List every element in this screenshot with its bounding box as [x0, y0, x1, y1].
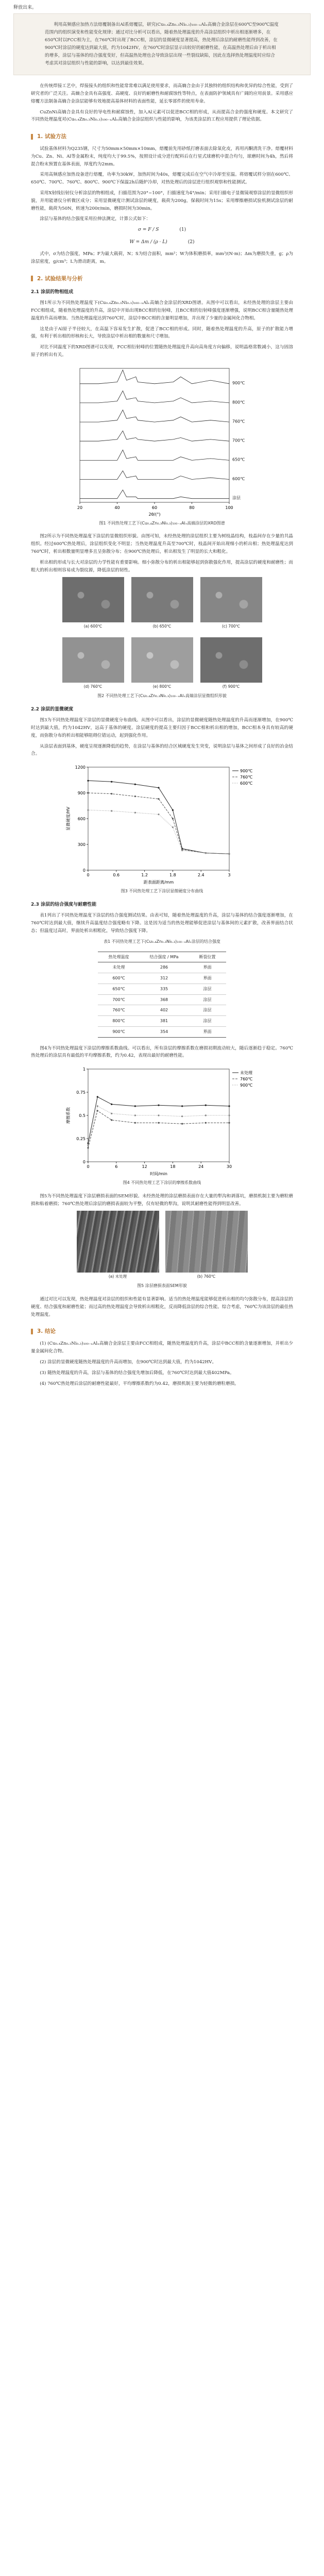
x-tick-label: 100	[225, 505, 233, 510]
plot-frame	[80, 368, 229, 502]
series-point	[158, 798, 159, 800]
methods-paragraph-1: 试验基体材料为Q235钢，尺寸为50mm×50mm×10mm，熔覆前先用砂纸打磨表面去除氧化皮，再用丙酮清洗干净。熔覆材料为Cu、Zn、Ni、Al等金属粉末，纯度均大于99.5%，按照设计成分进行配料后在行星式球磨机中混合均匀，球磨时间为4h，然后将混合粉末预置在基体表面，厚度约为2mm。	[31, 146, 293, 167]
y-tick-label: 0	[82, 868, 86, 873]
series-point	[87, 780, 89, 782]
series-point	[181, 1123, 183, 1125]
subsection-heading-hardness: 2.2 涂层的显微硬度	[31, 706, 74, 712]
xrd-series-line	[80, 370, 229, 384]
microstructure-image	[62, 577, 124, 622]
hardness-paragraph-2: 从涂层表面到基体，硬度呈现逐渐降低的趋势，在涂层与基体的结合区域硬度发生突变，说明涂层与基体之间形成了良好的冶金结合。	[31, 743, 293, 757]
discussion-section	[13, 1296, 311, 1318]
xrd-series-label: 涂层	[232, 495, 241, 500]
table-cell: 650℃	[98, 984, 139, 994]
microstructure-grid	[13, 577, 311, 690]
xrd-chart	[59, 363, 265, 518]
sem-cell	[77, 1211, 159, 1280]
series-point	[96, 1110, 98, 1111]
top-label: 释放出来。	[13, 5, 37, 10]
table-cell: 800℃	[98, 1016, 139, 1027]
microstructure-label: (c) 700℃	[221, 624, 241, 629]
series-point	[111, 1104, 112, 1105]
formula-1-expression: σ = F / S	[138, 227, 159, 233]
subsection-heading-bond: 2.3 涂层的结合强度与耐磨性能	[31, 902, 97, 907]
x-tick-label: 0	[86, 1164, 90, 1170]
methods-paragraph-3: 采用X射线衍射仪分析涂层的物相组成，扫描范围为20°~100°，扫描速度为4°/min；采用扫描电子显微镜观察涂层的显微组织形貌，并用能谱仪分析微区成分；采用显微硬度计测试涂层的硬度，载荷为200g，保载时间为15s；采用摩擦磨损试验机测试涂层的耐磨性能，载荷为50N，转速为200r/min，磨损时间为30min。	[31, 191, 293, 211]
series-point	[172, 826, 173, 828]
y-tick-label: 0.75	[76, 1090, 86, 1095]
results-paragraph-1: 图1所示为不同热处理温度下(Cu₀.₄Zn₀.₃Ni₀.₃)₁₀₀₋ₓAlₓ高熵合金涂层的XRD图谱。从图中可以看出，未经热处理的涂层主要由FCC相组成，随着热处理温度的升高，涂层中开始出现BCC相的衍射峰，且BCC相的衍射峰强度逐渐增强，说明BCC相含量随热处理温度的升高而增加。当热处理温度达到760℃时，涂层中BCC相的含量明显增加，并出现了少量的金属间化合物相。	[31, 300, 293, 321]
series-point	[111, 1119, 112, 1121]
series-point	[87, 809, 89, 811]
xrd-series-label: 700℃	[232, 438, 245, 443]
wear-paragraph-1: 图4为不同热处理温度下涂层的摩擦系数曲线。可以看出，所有涂层的摩擦系数在磨损初期波动较大，随后逐渐趋于稳定。760℃热处理后的涂层具有最低的平均摩擦系数，约为0.42，表现出最好的耐磨性能。	[31, 1045, 293, 1059]
series-point	[228, 1105, 230, 1107]
section-heading-methods	[31, 132, 311, 141]
formula-2-number: (2)	[187, 239, 195, 245]
microstructure-cell	[131, 577, 193, 630]
methods-section	[13, 145, 311, 266]
table-row	[98, 962, 226, 973]
formula-note: 式中，σ为结合强度，MPa；F为最大载荷，N；S为结合面积，mm²；W为体积磨损率，mm³/(N·m)；Δm为磨损失重，g；ρ为涂层密度，g/cm³；L为滑动距离，m。	[31, 251, 293, 264]
table-row	[98, 984, 226, 994]
x-tick-label: 1.8	[169, 873, 176, 878]
microstructure-cell	[131, 637, 193, 690]
xrd-series-label: 760℃	[232, 419, 245, 424]
x-tick-label: 0.6	[112, 873, 120, 878]
subsection-heading-phase: 2.1 涂层的物相组成	[31, 289, 74, 295]
y-tick-label: 1	[82, 1067, 86, 1072]
microstructure-image	[131, 577, 193, 622]
section-heading-conclusion	[31, 1327, 311, 1336]
microstructure-label: (f) 900℃	[222, 684, 240, 689]
sem-image	[77, 1211, 159, 1273]
methods-paragraph-2: 采用高频感应加热设备进行熔覆，功率为30kW，加热时间为40s，熔覆完成后在空气中冷却至室温。将熔覆试样分别在600℃、650℃、700℃、760℃、800℃、900℃下保温2h后随炉冷却，对热处理后的涂层进行组织观察和性能测试。	[31, 172, 293, 185]
results-paragraph-3: 对比不同温度下的XRD图谱可以发现，FCC相衍射峰的位置随热处理温度升高向高角度方向偏移，说明晶格常数减小，这与固溶原子的析出有关。	[31, 345, 293, 358]
xrd-series-line	[80, 490, 229, 499]
x-tick-label: 30	[226, 1164, 232, 1170]
xrd-series-line	[80, 470, 229, 479]
y-axis-label: 显微硬度/HV	[65, 807, 71, 831]
abstract-box	[13, 13, 311, 75]
table-row	[98, 973, 226, 984]
series-point	[111, 1113, 112, 1114]
microstructure-cell	[200, 637, 262, 690]
results-section-1	[13, 299, 311, 359]
x-tick-label: 18	[169, 1164, 175, 1170]
y-tick-label: 600	[77, 817, 86, 822]
microstructure-label: (e) 800℃	[152, 684, 172, 689]
series-point	[204, 1105, 206, 1106]
hardness-chart	[64, 762, 260, 886]
intro-section	[13, 82, 311, 124]
y-tick-label: 1200	[75, 765, 86, 770]
series-point	[181, 1105, 183, 1107]
series-line	[88, 781, 229, 854]
xrd-series-line	[80, 450, 229, 460]
table-header-cell: 结合强度 / MPa	[139, 952, 189, 962]
formula-2-expression: W = Δm / (ρ · L)	[129, 239, 167, 245]
y-tick-label: 300	[77, 842, 86, 848]
section-bar-icon	[31, 276, 33, 281]
figure-5-caption: 图5 涂层磨损表面SEM形貌	[137, 1283, 187, 1289]
series-point	[172, 809, 173, 811]
section-title: 1. 试验方法	[37, 133, 66, 140]
abstract-text: 利用高频感应加热方法熔覆制备出Al系熔覆层，研究(Cu₀.₄Zn₀.₃Ni₀.₃)₁₀₀₋ₓAlₓ高熵合金涂层在600℃至900℃温度范围内的组织演变和性能变化规律；通过对比分析可以看出，随着热处理温度的升高涂层组织中析出相逐渐增多，在650℃时以FCC相为主，在760℃时出现了BCC相，涂层的显微硬度显著提高，热处理后涂层的耐磨性能得到改善，在900℃时涂层的硬度达到最大值，约为1042HV，在760℃时涂层显示出较好的耐磨性能，在高温热处理后由于析出相的增多，涂层与基体的结合强度变好，但高温热处理也会导致涂层出现一些裂纹缺陷，因此在选择热处理温度时应综合考虑其对涂层组织与性能的影响，以达到最佳效果。	[45, 22, 279, 66]
microstructure-cell	[200, 577, 262, 630]
series-point	[228, 853, 230, 855]
xrd-series-line	[80, 391, 229, 402]
table-header-row	[98, 952, 226, 962]
series-point	[134, 1122, 135, 1124]
xrd-series-label: 600℃	[232, 476, 245, 481]
table-row	[98, 994, 226, 1005]
y-tick-label: 0.25	[76, 1137, 86, 1142]
formula-1	[31, 226, 293, 234]
figure-3-caption: 图3 不同热处理工艺下涂层显微硬度分布曲线	[121, 889, 203, 894]
wear-section	[13, 1045, 311, 1060]
formula-2	[31, 239, 293, 246]
series-line	[88, 1111, 229, 1148]
series-point	[96, 1105, 98, 1107]
microstructure-paragraph-1: 图2所示为不同热处理温度下涂层的显微组织形貌。由图可知，未经热处理的涂层组织主要为树枝晶结构，枝晶间存在少量的共晶组织。经过600℃热处理后，涂层组织变化不明显；当热处理温度升高至700℃时，枝晶间开始出现细小的析出相；热处理温度达到760℃时，析出相数量明显增多且呈弥散分布；在900℃热处理后，析出相发生了明显的长大和粗化。	[31, 534, 293, 554]
intro-paragraph-2: CuZnNi高熵合金具有良好的导电性和耐腐蚀性，加入Al元素可以促进BCC相的形成，从而提高合金的强度和硬度。本文研究了不同热处理温度对(Cu₀.₄Zn₀.₃Ni₀.₃)₁₀₀₋ₓAlₓ高熵合金涂层组织与性能的影响，为该类涂层的工程应用提供了理论依据。	[31, 109, 293, 123]
series-point	[228, 1114, 230, 1116]
formula-1-number: (1)	[179, 227, 186, 233]
series-point	[204, 1122, 206, 1124]
microstructure-image	[200, 577, 262, 622]
series-point	[158, 787, 159, 789]
series-point	[134, 1105, 135, 1107]
series-line	[88, 1097, 229, 1143]
results-paragraph-2: 这是由于Al原子半径较大，在高温下容易发生扩散，促进了BCC相的形成。同时，随着热处理温度的升高，原子的扩散能力增强，有利于析出相的形核和长大，导致涂层中析出相的数量和尺寸增加。	[31, 326, 293, 340]
x-tick-label: 6	[114, 1164, 117, 1170]
table-cell: 涂层	[189, 994, 226, 1005]
x-tick-label: 40	[114, 505, 120, 510]
series-point	[172, 818, 173, 820]
sem-label: (b) 760℃	[197, 1274, 216, 1279]
table-cell: 368	[139, 994, 189, 1005]
section-title: 3. 结论	[37, 1328, 56, 1335]
wear-paragraph-2: 图5为不同热处理温度下涂层磨损表面的SEM形貌。未经热处理的涂层磨损表面存在大量的犁沟和剥落坑，磨损机制主要为磨粒磨损和粘着磨损；760℃热处理后涂层的磨损表面较为平整，仅有轻微的犁沟，说明其耐磨性能得到明显改善。	[31, 1193, 293, 1207]
microstructure-label: (d) 760℃	[83, 684, 103, 689]
y-axis-label: 摩擦系数	[65, 1107, 71, 1124]
table-cell: 335	[139, 984, 189, 994]
x-tick-label: 80	[189, 505, 195, 510]
table-cell: 286	[139, 962, 189, 973]
table-cell: 760℃	[98, 1005, 139, 1016]
microstructure-image	[200, 637, 262, 683]
xrd-series-label: 800℃	[232, 399, 245, 404]
sem-image	[165, 1211, 248, 1273]
friction-chart	[64, 1064, 260, 1177]
table-cell: 界面	[189, 973, 226, 984]
table-header-cell: 热处理温度	[98, 952, 139, 962]
table-row	[98, 1005, 226, 1016]
table-cell: 900℃	[98, 1026, 139, 1037]
bond-paragraph-1: 表1列出了不同热处理温度下涂层的结合强度测试结果。由表可知，随着热处理温度的升高，涂层与基体的结合强度逐渐增加，在760℃时达到最大值，继续升高温度结合强度略有下降。这是因为适当的热处理能够促进涂层与基体间的元素扩散，改善界面结合状态；但温度过高时，界面处析出相粗化，导致结合强度下降。	[31, 913, 293, 934]
xrd-series-line	[80, 410, 229, 421]
series-point	[134, 795, 135, 797]
hardness-section	[13, 717, 311, 758]
table-body	[98, 962, 226, 1037]
series-point	[87, 1147, 89, 1148]
series-point	[134, 812, 135, 814]
figure-2-caption: 图2 不同热处理工艺下(Cu₀.₄Zn₀.₃Ni₀.₃)₁₀₀₋ₓAlₓ高熵涂层显微组织形貌	[97, 693, 227, 699]
sem-grid	[13, 1211, 311, 1280]
x-axis-label: 2θ/(°)	[148, 512, 160, 517]
x-tick-label: 60	[151, 505, 157, 510]
x-tick-label: 20	[77, 505, 82, 510]
y-tick-label: 0	[82, 1160, 86, 1165]
figure-1-caption: 图1 不同热处理工艺下(Cu₀.₄Zn₀.₃Ni₀.₃)₁₀₀₋ₓAlₓ高熵涂层的XRD图谱	[99, 520, 225, 526]
conclusion-item: (2) 涂层的显微硬度随热处理温度的升高而增加，在900℃时达到最大值，约为1042HV。	[40, 1360, 217, 1365]
legend-label: 760℃	[240, 1077, 252, 1082]
series-point	[181, 1115, 183, 1117]
figure-4-caption: 图4 不同热处理工艺下涂层的摩擦系数曲线	[123, 1180, 201, 1185]
table-cell: 界面	[189, 962, 226, 973]
legend-label: 900℃	[240, 769, 252, 774]
results-section-2	[13, 533, 311, 574]
series-point	[181, 850, 183, 851]
conclusion-item: (4) 760℃热处理后涂层的耐磨性能最好，平均摩擦系数约为0.42，磨损机制主要为轻微的磨粒磨损。	[40, 1381, 239, 1386]
x-axis-label: 距表面距离/mm	[143, 880, 174, 885]
series-point	[228, 1122, 230, 1124]
table-cell: 312	[139, 973, 189, 984]
table-header-cell: 断裂位置	[189, 952, 226, 962]
conclusion-item: (3) 随热处理温度的升高，涂层与基体的结合强度先增加后降低，在760℃时达到最大值402MPa。	[40, 1370, 234, 1376]
sem-cell	[165, 1211, 248, 1280]
y-tick-label: 0.5	[78, 1113, 86, 1118]
microstructure-label: (a) 600℃	[83, 624, 103, 629]
table-cell: 涂层	[189, 1016, 226, 1027]
legend-label: 600℃	[240, 781, 252, 786]
legend-label: 未处理	[240, 1071, 252, 1076]
xrd-series-label: 900℃	[232, 380, 245, 385]
methods-paragraph-4: 涂层与基体的结合强度采用拉伸法测定，计算公式如下：	[40, 216, 151, 222]
y-tick-label: 900	[77, 791, 86, 796]
series-line	[88, 793, 229, 854]
xrd-series-label: 650℃	[232, 457, 245, 462]
section-heading-results	[31, 274, 311, 283]
table-row	[98, 1026, 226, 1037]
x-tick-label: 1.2	[141, 873, 148, 878]
xrd-series-line	[80, 431, 229, 441]
table-cell: 402	[139, 1005, 189, 1016]
intro-paragraph-1: 在传统焊接工艺中，焊接接头的组织和性能常常难以满足使用要求，而高熵合金由于其独特的组织结构和优异的综合性能，受到了研究者的广泛关注。高熵合金具有高强度、高硬度、良好的耐磨性和耐腐蚀性等特点，在表面防护领域具有广阔的应用前景。采用感应熔覆方法制备高熵合金涂层能够有效地提高基体材料的表面性能，延长零部件的使用寿命。	[31, 83, 293, 104]
series-point	[111, 781, 112, 783]
series-point	[134, 784, 135, 785]
table-cell: 600℃	[98, 973, 139, 984]
sem-label: (a) 未处理	[108, 1274, 127, 1279]
series-point	[158, 1122, 159, 1124]
plot-frame	[88, 767, 229, 870]
table-cell: 700℃	[98, 994, 139, 1005]
microstructure-cell	[62, 637, 124, 690]
table-cell: 381	[139, 1016, 189, 1027]
table-cell: 涂层	[189, 984, 226, 994]
table-cell: 界面	[189, 1026, 226, 1037]
series-line	[88, 810, 229, 854]
x-tick-label: 0	[86, 873, 90, 878]
hardness-paragraph-1: 图3为不同热处理温度下涂层的显微硬度分布曲线。从图中可以看出，涂层的显微硬度随热处理温度的升高而逐渐增加，在900℃时达到最大值，约为1042HV，远高于基体的硬度。涂层硬度的提高主要归因于BCC相和析出相的增加，BCC相本身具有较高的硬度，而弥散分布的析出相能够阻碍位错运动，起到强化作用。	[31, 718, 293, 738]
x-tick-label: 3	[227, 873, 231, 878]
series-point	[111, 810, 112, 812]
x-tick-label: 2.4	[197, 873, 204, 878]
table-row	[98, 1016, 226, 1027]
x-axis-label: 时间/min	[149, 1172, 167, 1177]
microstructure-paragraph-2: 析出相的形成与长大对涂层的力学性能有重要影响。细小弥散分布的析出相能够起到弥散强化作用，提高涂层的硬度和耐磨性；而粗大的析出相则容易成为裂纹源，降低涂层的韧性。	[31, 560, 293, 573]
conclusion-section	[13, 1340, 311, 1387]
microstructure-cell	[62, 577, 124, 630]
x-tick-label: 12	[142, 1164, 147, 1170]
series-point	[158, 814, 159, 815]
section-bar-icon	[31, 134, 33, 140]
legend-label: 900℃	[240, 1083, 252, 1088]
x-tick-label: 24	[198, 1164, 203, 1170]
table-cell: 未处理	[98, 962, 139, 973]
microstructure-image	[62, 637, 124, 683]
series-line	[88, 1106, 229, 1145]
series-point	[204, 852, 206, 854]
bond-strength-table	[98, 952, 226, 1038]
series-point	[158, 1105, 159, 1106]
conclusion-item: (1) (Cu₀.₄Zn₀.₃Ni₀.₃)₁₀₀₋ₓAlₓ高熵合金涂层主要由FCC相组成，随热处理温度的升高，涂层中BCC相的含量逐渐增加，并析出少量金属间化合物。	[31, 1341, 293, 1354]
series-point	[96, 1096, 98, 1097]
series-point	[87, 1144, 89, 1146]
wear-section-2	[13, 1193, 311, 1208]
section-title: 2. 试验结果与分析	[37, 275, 83, 282]
legend-label: 760℃	[240, 775, 252, 780]
microstructure-image	[131, 637, 193, 683]
series-point	[158, 1114, 159, 1116]
table-cell: 涂层	[189, 1005, 226, 1016]
discussion-paragraph: 通过对比可以发现，热处理温度对涂层的组织和性能有显著影响。适当的热处理温度能够促进析出相的均匀弥散分布，提高涂层的硬度、结合强度和耐磨性能；而过高的热处理温度会导致析出相粗化，反而降低涂层的综合性能。综合考虑，760℃为该涂层的最佳热处理温度。	[31, 1297, 293, 1317]
section-bar-icon	[31, 1329, 33, 1334]
table-cell: 354	[139, 1026, 189, 1037]
microstructure-label: (b) 650℃	[152, 624, 172, 629]
series-point	[204, 1114, 206, 1116]
table-1-caption: 表1 不同热处理工艺下(Cu₀.₄Zn₀.₃Ni₀.₃)₁₀₀₋ₓAlₓ涂层的结合强度	[104, 939, 220, 944]
bond-section	[13, 912, 311, 935]
series-point	[111, 793, 112, 794]
series-point	[134, 1114, 135, 1116]
